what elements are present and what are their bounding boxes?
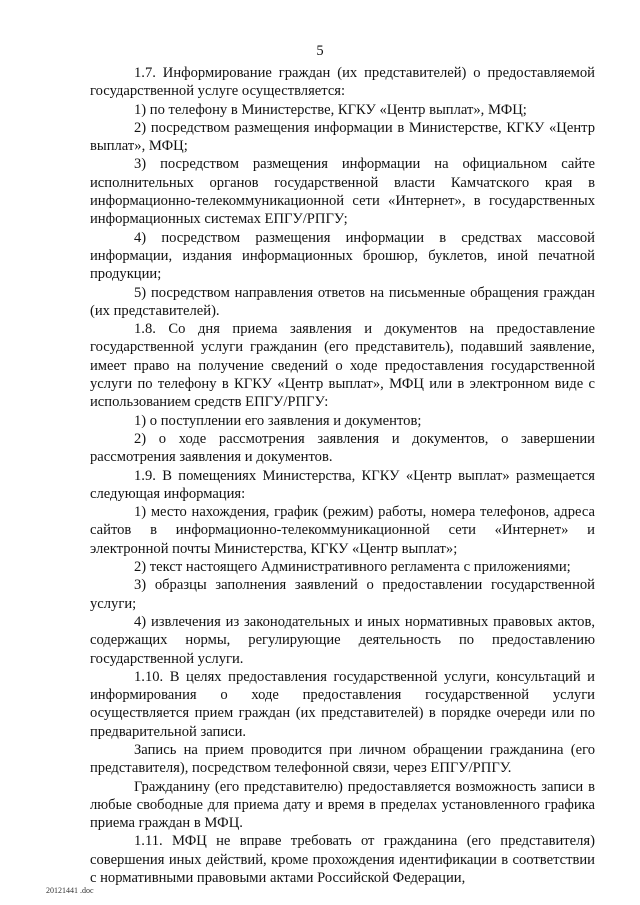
paragraph-1-9: 1.9. В помещениях Министерства, КГКУ «Центр выплат» размещается следующая информация: [90, 467, 595, 502]
list-item-media: 4) посредством размещения информации в средствах массовой информации, издания информационных брошюр, буклетов, иной печатной продукции; [90, 229, 595, 283]
list-item-review-progress: 2) о ходе рассмотрения заявления и документов, о завершении рассмотрения заявления и документов. [90, 430, 595, 466]
list-item-written-replies: 5) посредством направления ответов на письменные обращения граждан (их представителей). [90, 284, 595, 319]
paragraph-booking: Гражданину (его представителю) предоставляется возможность записи в любые свободные для приема дату и время в пределах установленного графика приема граждан в МФЦ. [90, 778, 595, 832]
paragraph-1-8: 1.8. Со дня приема заявления и документов на предоставление государственной услуги гражданин (его представитель), подавший заявление, имеет право на получение сведений о ходе предоставления государственной услуги по телефону в КГКУ «Центр выплат», МФЦ или в электронном виде с использованием средств ЕПГУ/РПГУ: [90, 321, 595, 411]
paragraph-1-7: 1.7. Информирование граждан (их представителей) о предоставляемой государственной услуге осуществляется: [90, 65, 595, 100]
list-item-receipt: 1) о поступлении его заявления и документов; [134, 412, 422, 429]
list-item-regulation-text: 2) текст настоящего Административного регламента с приложениями; [134, 559, 571, 576]
list-item-phone: 1) по телефону в Министерстве, КГКУ «Центр выплат», МФЦ; [134, 101, 527, 118]
file-name-footer: 20121441 .doc [46, 886, 94, 895]
document-body [90, 64, 595, 887]
list-item-samples: 3) образцы заполнения заявлений о предоставлении государственной услуги; [90, 577, 595, 612]
page-number: 5 [316, 43, 324, 59]
paragraph-1-11: 1.11. МФЦ не вправе требовать от гражданина (его представителя) совершения иных действий, кроме прохождения идентификации в соответствии с нормативными правовыми актами Российской Федерации, [90, 833, 595, 887]
list-item-website: 3) посредством размещения информации на официальном сайте исполнительных органов государственной власти Камчатского края в информационно-телекоммуникационной сети «Интернет», в государственных информационных системах ЕПГУ/РПГУ; [90, 156, 595, 228]
list-item-placement: 2) посредством размещения информации в Министерстве, КГКУ «Центр выплат», МФЦ; [90, 119, 595, 155]
list-item-extracts: 4) извлечения из законодательных и иных нормативных правовых актов, содержащих нормы, регулирующие деятельность по предоставлению государственной услуги. [90, 613, 595, 667]
paragraph-1-10: 1.10. В целях предоставления государственной услуги, консультаций и информирования о ходе предоставления государственной услуги осуществляется прием граждан (их представителей) в порядке очереди или по предварительной записи. [90, 668, 595, 740]
paragraph-appointment: Запись на прием проводится при личном обращении гражданина (его представителя), посредством телефонной связи, через ЕПГУ/РПГУ. [90, 741, 595, 777]
list-item-location: 1) место нахождения, график (режим) работы, номера телефонов, адреса сайтов в информационно-телекоммуникационной сети «Интернет» и электронной почты Министерства, КГКУ «Центр выплат»; [90, 504, 595, 557]
